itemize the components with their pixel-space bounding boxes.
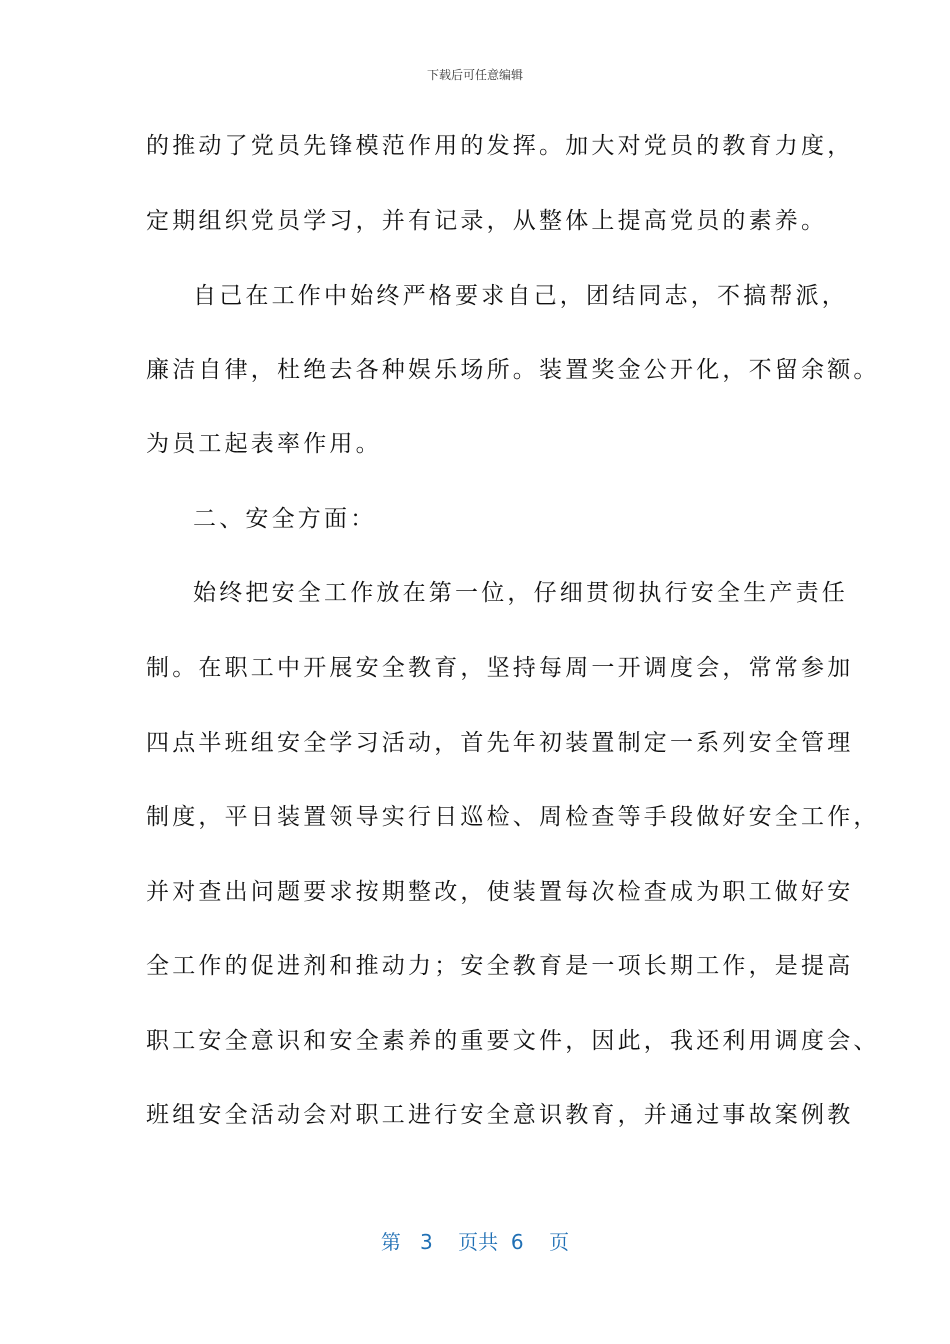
text-line: 班组安全活动会对职工进行安全意识教育，并通过事故案例教	[146, 1102, 854, 1128]
text-line: 廉洁自律，杜绝去各种娱乐场所。装置奖金公开化，不留余额。	[146, 357, 880, 383]
section-heading: 二、安全方面：	[193, 506, 377, 532]
page-footer	[0, 1226, 950, 1255]
footer-middle: 页共	[458, 1230, 499, 1254]
current-page-number: 3	[420, 1230, 433, 1254]
text-line: 定期组织党员学习，并有记录，从整体上提高党员的素养。	[146, 208, 828, 234]
text-line: 全工作的促进剂和推动力；安全教育是一项长期工作，是提高	[146, 953, 854, 979]
text-line: 为员工起表率作用。	[146, 431, 382, 457]
text-line: 自己在工作中始终严格要求自己，团结同志，不搞帮派，	[193, 283, 848, 309]
page-header: 下载后可任意编辑	[426, 68, 523, 82]
footer-suffix: 页	[549, 1230, 570, 1254]
text-line: 制。在职工中开展安全教育，坚持每周一开调度会，常常参加	[146, 655, 854, 681]
total-pages-number: 6	[510, 1230, 524, 1254]
text-line: 职工安全意识和安全素养的重要文件，因此，我还利用调度会、	[146, 1028, 880, 1054]
text-line: 四点半班组安全学习活动，首先年初装置制定一系列安全管理	[146, 730, 854, 756]
text-line: 制度，平日装置领导实行日巡检、周检查等手段做好安全工作，	[146, 804, 880, 830]
text-line: 始终把安全工作放在第一位，仔细贯彻执行安全生产责任	[193, 580, 848, 606]
text-line: 并对查出问题要求按期整改，使装置每次检查成为职工做好安	[146, 879, 854, 905]
text-line: 的推动了党员先锋模范作用的发挥。加大对党员的教育力度，	[146, 133, 854, 159]
footer-prefix: 第	[380, 1230, 401, 1254]
